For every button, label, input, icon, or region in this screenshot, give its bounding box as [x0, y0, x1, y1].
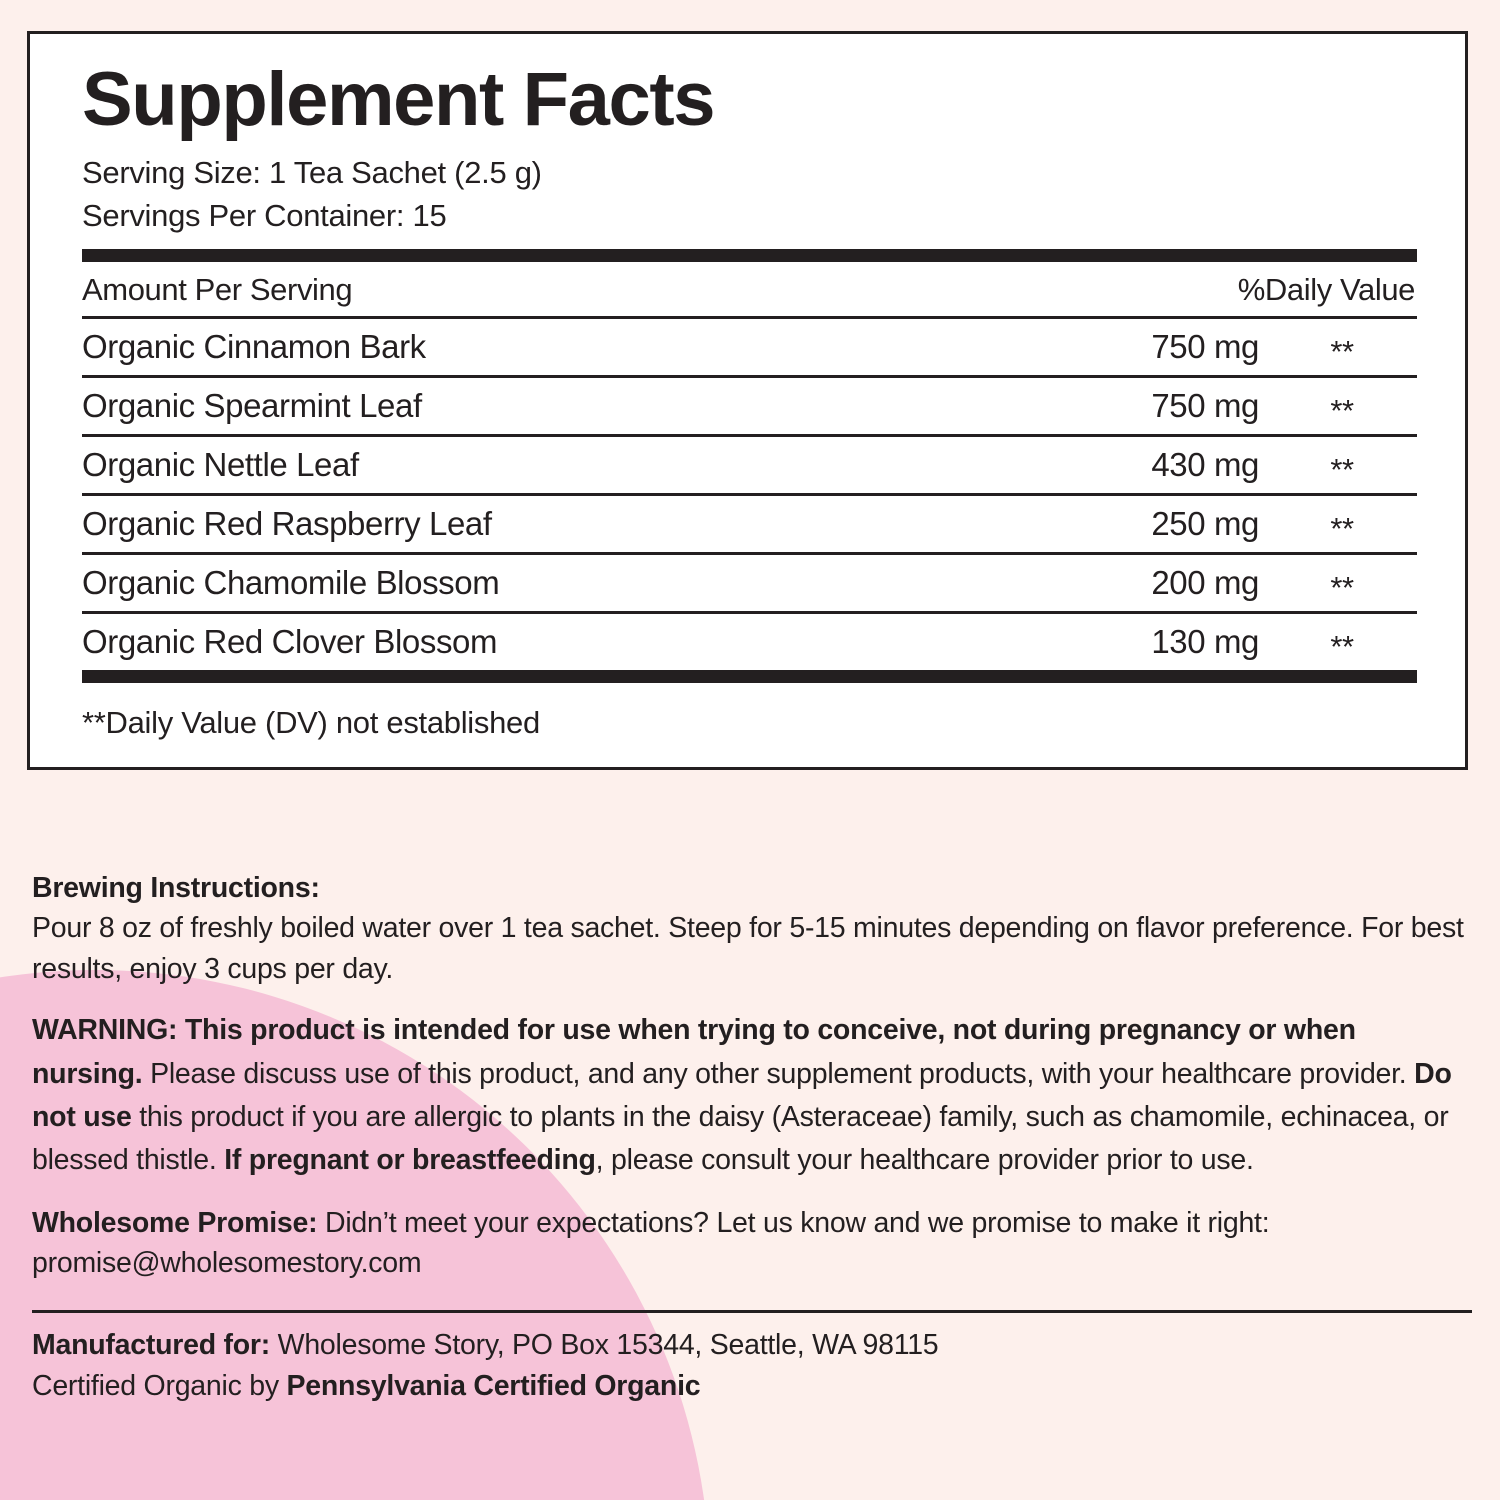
panel-title: Supplement Facts	[82, 57, 715, 142]
supplement-facts-panel	[27, 31, 1468, 770]
nutrient-amount: 200 mg	[1151, 564, 1259, 602]
nutrient-amount: 250 mg	[1151, 505, 1259, 543]
nutrient-amount: 430 mg	[1151, 446, 1259, 484]
daily-value-footnote: **Daily Value (DV) not established	[82, 705, 540, 741]
nutrient-name: Organic Chamomile Blossom	[82, 564, 500, 602]
warning-text-2: this product if you are allergic to plants in the daisy (Asteraceae) family, such as chamomile, echinacea, or blessed thistle.	[32, 1101, 1449, 1177]
warning-block	[32, 1009, 1472, 1182]
nutrient-name: Organic Red Clover Blossom	[82, 623, 498, 661]
servings-per-container-line: Servings Per Container: 15	[82, 197, 447, 233]
table-row: Organic Chamomile Blossom 200 mg **	[82, 564, 1354, 606]
divider-thick-bottom	[82, 670, 1417, 683]
nutrient-amount: 750 mg	[1151, 328, 1259, 366]
warning-lead: WARNING: This product is intended for use when trying to conceive, not during pregnancy or when nursing.	[32, 1014, 1356, 1090]
warning-text-3: , please consult your healthcare provider prior to use.	[595, 1144, 1254, 1177]
brewing-body: Pour 8 oz of freshly boiled water over 1 tea sachet. Steep for 5-15 minutes depending on flavor preference. For best results, enjoy 3 cups per day.	[32, 912, 1464, 985]
table-row: Organic Nettle Leaf 430 mg **	[82, 446, 1354, 488]
certifying-body: Pennsylvania Certified Organic	[286, 1369, 701, 1402]
manufactured-for-value: Wholesome Story, PO Box 15344, Seattle, WA 98115	[270, 1328, 939, 1361]
certified-organic-prefix: Certified Organic by	[32, 1369, 287, 1402]
label-lower-text	[32, 868, 1472, 1407]
nutrient-name: Organic Spearmint Leaf	[82, 387, 422, 425]
warning-do-not-use: Do not use	[32, 1057, 1452, 1134]
table-row: Organic Red Raspberry Leaf 250 mg **	[82, 505, 1354, 547]
nutrient-name: Organic Cinnamon Bark	[82, 328, 426, 366]
warning-text-1: Please discuss use of this product, and any other supplement products, with your healthcare provider.	[142, 1057, 1415, 1090]
footer-divider	[32, 1310, 1472, 1313]
manufacturer-line	[32, 1325, 1472, 1366]
amount-per-serving-header: Amount Per Serving	[82, 272, 353, 308]
table-row: Organic Cinnamon Bark 750 mg **	[82, 328, 1354, 370]
promise-email[interactable]: promise@wholesomestory.com	[32, 1247, 422, 1280]
certification-line	[32, 1366, 1472, 1407]
nutrient-amount: 750 mg	[1151, 387, 1259, 425]
divider-thick-top	[82, 249, 1417, 262]
table-header-row	[82, 262, 1417, 316]
nutrient-amount: 130 mg	[1151, 623, 1259, 661]
serving-size-line: Serving Size: 1 Tea Sachet (2.5 g)	[82, 154, 542, 190]
promise-heading: Wholesome Promise:	[32, 1206, 318, 1239]
warning-if-pregnant: If pregnant or breastfeeding	[224, 1144, 596, 1177]
brewing-heading: Brewing Instructions:	[32, 872, 320, 904]
manufactured-for-label: Manufactured for:	[32, 1328, 270, 1361]
brewing-instructions-block	[32, 868, 1472, 989]
table-row: Organic Red Clover Blossom 130 mg **	[82, 623, 1354, 665]
nutrient-name: Organic Nettle Leaf	[82, 446, 359, 484]
daily-value-header: %Daily Value	[1237, 272, 1415, 308]
nutrient-name: Organic Red Raspberry Leaf	[82, 505, 492, 543]
table-row: Organic Spearmint Leaf 750 mg **	[82, 387, 1354, 429]
promise-text: Didn’t meet your expectations? Let us know and we promise to make it right:	[317, 1206, 1270, 1239]
wholesome-promise-block	[32, 1203, 1472, 1284]
